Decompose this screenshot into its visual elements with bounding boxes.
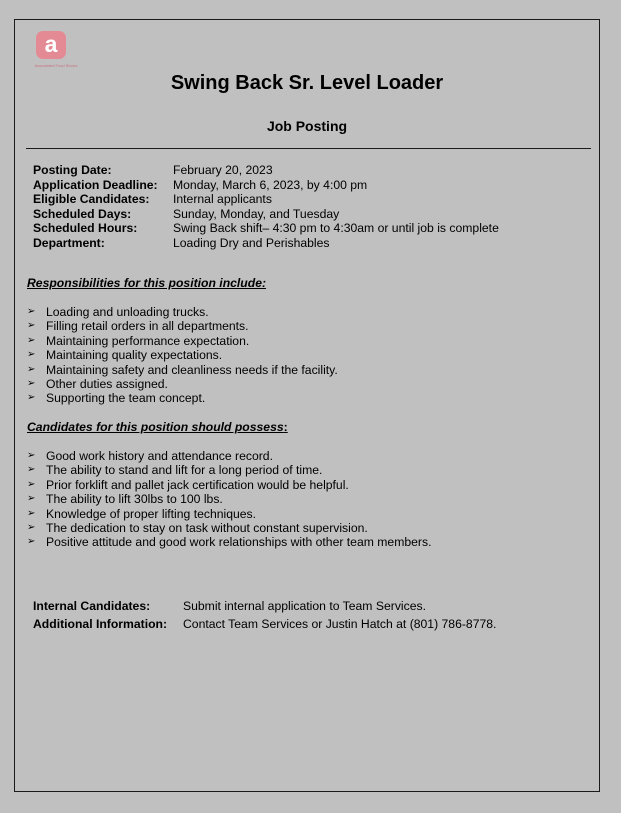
- detail-value: Sunday, Monday, and Tuesday: [173, 206, 340, 221]
- contact-info: [33, 597, 496, 633]
- responsibilities-list: [27, 305, 338, 406]
- arrow-bullet-icon: ➢: [27, 349, 36, 361]
- list-item: ➢ Loading and unloading trucks.: [27, 305, 209, 319]
- detail-row-hours: [33, 221, 499, 236]
- list-item: ➢ Maintaining quality expectations.: [27, 348, 223, 363]
- detail-row-eligible: [33, 192, 499, 207]
- responsibilities-heading: Responsibilities for this position include:: [27, 276, 267, 290]
- contact-value: Contact Team Services or Justin Hatch at (801) 786-8778.: [183, 617, 497, 631]
- arrow-bullet-icon: ➢: [27, 378, 36, 390]
- arrow-bullet-icon: ➢: [27, 334, 36, 346]
- logo-caption: Associated Food Stores: [34, 63, 78, 68]
- list-item: ➢ Maintaining safety and cleanliness needs if the facility.: [27, 362, 338, 377]
- contact-label: Internal Candidates:: [33, 599, 151, 613]
- detail-value: Loading Dry and Perishables: [173, 235, 330, 250]
- arrow-bullet-icon: ➢: [27, 320, 36, 332]
- list-item: ➢ Positive attitude and good work relationships with other team members.: [27, 535, 432, 550]
- page-title: Swing Back Sr. Level Loader: [170, 72, 444, 94]
- detail-label: Scheduled Hours:: [33, 221, 138, 235]
- detail-value: Internal applicants: [173, 192, 272, 206]
- divider: [26, 148, 591, 149]
- arrow-bullet-icon: ➢: [27, 507, 36, 519]
- arrow-bullet-icon: ➢: [27, 536, 36, 548]
- detail-label: Posting Date:: [33, 163, 112, 177]
- detail-label: Scheduled Days:: [33, 206, 132, 221]
- logo-mark: a: [36, 31, 66, 59]
- contact-row-additional: [33, 615, 496, 633]
- list-item: ➢ Other duties assigned.: [27, 377, 168, 392]
- detail-row-department: [33, 236, 499, 251]
- detail-label: Application Deadline:: [33, 177, 158, 192]
- detail-row-days: [33, 207, 499, 222]
- arrow-bullet-icon: ➢: [27, 450, 36, 461]
- list-item: ➢ Good work history and attendance record.: [27, 449, 273, 463]
- candidates-list: [27, 449, 431, 550]
- candidates-heading: Candidates for this position should possess:: [27, 420, 288, 434]
- posting-details: [33, 163, 499, 250]
- detail-label: Department:: [33, 235, 105, 250]
- detail-row-posting-date: [33, 163, 499, 178]
- arrow-bullet-icon: ➢: [27, 464, 36, 476]
- arrow-bullet-icon: ➢: [27, 306, 36, 317]
- detail-value: February 20, 2023: [173, 163, 273, 177]
- list-item: ➢ The dedication to stay on task without constant supervision.: [27, 521, 368, 536]
- detail-value: Swing Back shift– 4:30 pm to 4:30am or until job is complete: [173, 221, 499, 235]
- list-item: ➢ The ability to stand and lift for a long period of time.: [27, 463, 323, 478]
- contact-value: Submit internal application to Team Services.: [183, 599, 426, 613]
- document-page: [14, 19, 600, 792]
- list-item: ➢ Knowledge of proper lifting techniques.: [27, 506, 257, 521]
- list-item: ➢ Prior forklift and pallet jack certification would be helpful.: [27, 477, 349, 492]
- list-item: ➢ Filling retail orders in all departments.: [27, 319, 249, 334]
- page-subtitle: Job Posting: [266, 118, 348, 134]
- list-item: ➢ The ability to lift 30lbs to 100 lbs.: [27, 492, 223, 507]
- contact-label: Additional Information:: [33, 617, 168, 631]
- company-logo: [36, 31, 76, 71]
- list-item: ➢ Maintaining performance expectation.: [27, 333, 250, 348]
- arrow-bullet-icon: ➢: [27, 363, 36, 375]
- detail-value: Monday, March 6, 2023, by 4:00 pm: [173, 177, 368, 192]
- arrow-bullet-icon: ➢: [27, 478, 36, 490]
- arrow-bullet-icon: ➢: [27, 493, 36, 505]
- list-item: ➢ Supporting the team concept.: [27, 391, 206, 406]
- arrow-bullet-icon: ➢: [27, 392, 36, 404]
- arrow-bullet-icon: ➢: [27, 522, 36, 534]
- detail-label: Eligible Candidates:: [33, 192, 150, 206]
- detail-row-deadline: [33, 178, 499, 193]
- contact-row-internal: [33, 597, 496, 615]
